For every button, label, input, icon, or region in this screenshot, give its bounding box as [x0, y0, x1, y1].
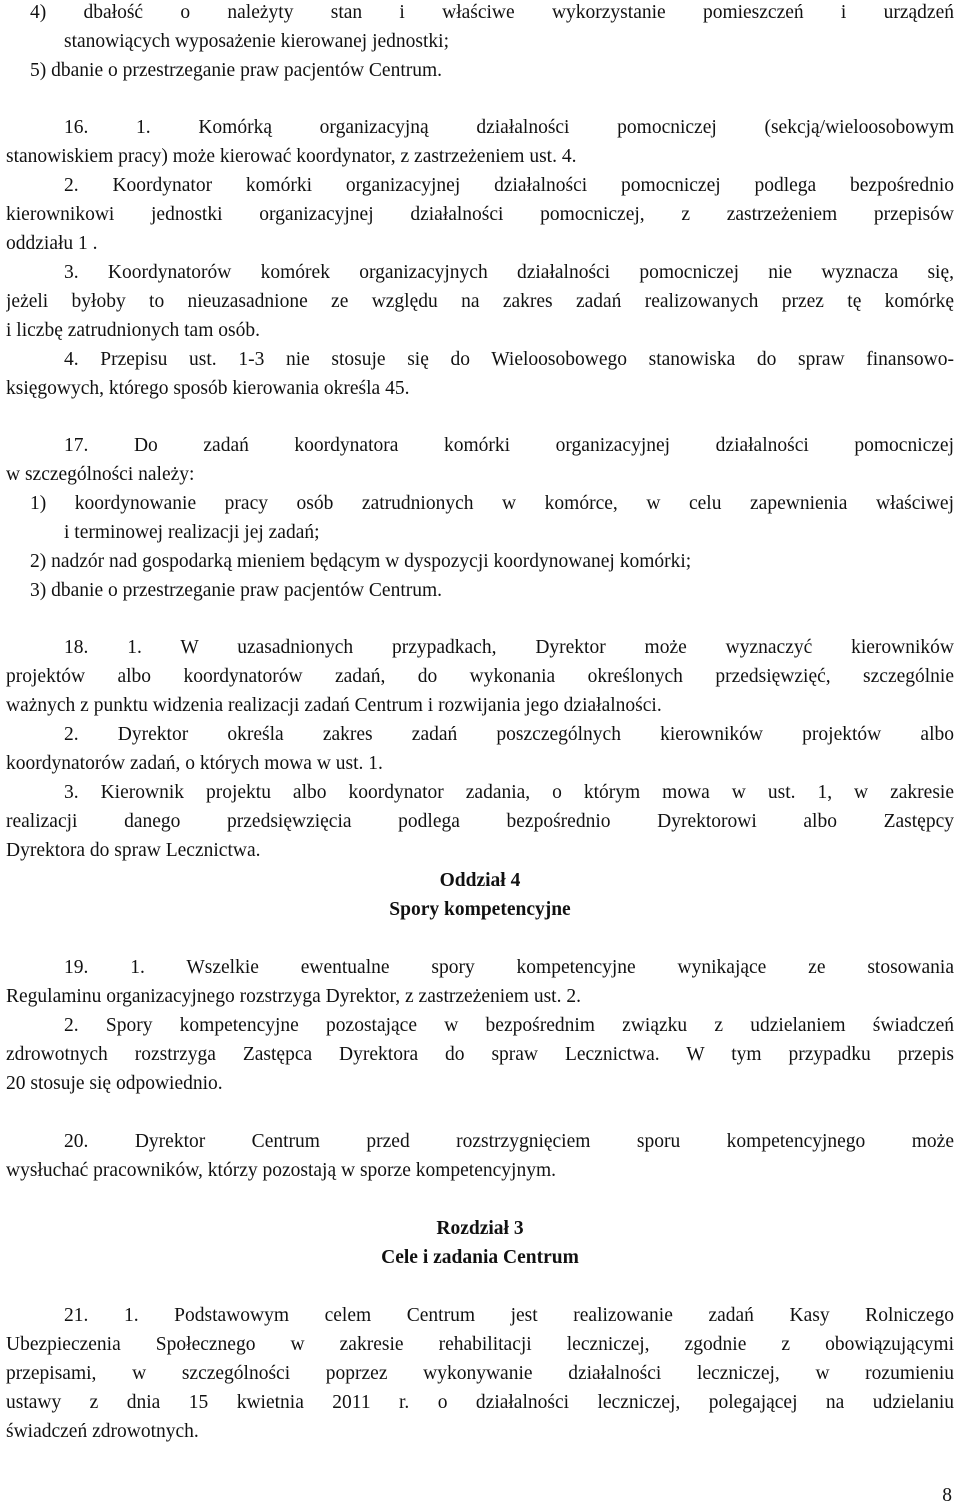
text-line: ustawy z dnia 15 kwietnia 2011 r. o działalności leczniczej, polegającej na udzielaniu — [6, 1392, 954, 1413]
text-line: 18. 1. W uzasadnionych przypadkach, Dyrektor może wyznaczyć kierowników — [64, 637, 954, 658]
text-line: 4) dbałość o należyty stan i właściwe wykorzystanie pomieszczeń i urządzeń — [30, 2, 954, 23]
text-line: 3. Koordynatorów komórek organizacyjnych działalności pomocniczej nie wyznacza się, — [64, 262, 954, 283]
text-line: 3) dbanie o przestrzeganie praw pacjentów Centrum. — [30, 580, 443, 601]
text-line: stanowiących wyposażenie kierowanej jednostki; — [64, 31, 450, 52]
text-line: Ubezpieczenia Społecznego w zakresie rehabilitacji leczniczej, zgodnie z obowiązującymi — [6, 1334, 954, 1355]
page-number: 8 — [942, 1485, 952, 1506]
text-line: świadczeń zdrowotnych. — [6, 1421, 199, 1442]
text-line: 17. Do zadań koordynatora komórki organizacyjnej działalności pomocniczej — [64, 435, 954, 456]
text-line: zdrowotnych rozstrzyga Zastępca Dyrektora do spraw Lecznictwa. W tym przypadku przepis — [6, 1044, 954, 1065]
text-line: ważnych z punktu widzenia realizacji zadań Centrum i rozwijania jego działalności. — [6, 695, 662, 716]
text-line: Dyrektora do spraw Lecznictwa. — [6, 840, 261, 861]
text-line: 2. Spory kompetencyjne pozostające w bezpośrednim związku z udzielaniem świadczeń — [64, 1015, 954, 1036]
text-line: 20 stosuje się odpowiednio. — [6, 1073, 223, 1094]
section-title: Spory kompetencyjne — [389, 899, 571, 920]
text-line: 2) nadzór nad gospodarką mieniem będącym w dyspozycji koordynowanej komórki; — [30, 551, 692, 572]
text-line: w szczególności należy: — [6, 464, 195, 485]
section-heading: Oddział 4 — [439, 870, 521, 891]
text-line: oddziału 1 . — [6, 233, 98, 254]
text-line: 19. 1. Wszelkie ewentualne spory kompetencyjne wynikające ze stosowania — [64, 957, 954, 978]
text-line: i liczbę zatrudnionych tam osób. — [6, 320, 260, 341]
text-line: 1) koordynowanie pracy osób zatrudnionych w komórce, w celu zapewnienia właściwej — [30, 493, 954, 514]
text-line: stanowiskiem pracy) może kierować koordynator, z zastrzeżeniem ust. 4. — [6, 146, 577, 167]
text-line: projektów albo koordynatorów zadań, do wykonania określonych przedsięwzięć, szczególnie — [6, 666, 954, 687]
text-line: i terminowej realizacji jej zadań; — [64, 522, 320, 543]
chapter-heading: Rozdział 3 — [436, 1218, 524, 1239]
text-line: przepisami, w szczególności poprzez wykonywanie działalności leczniczej, w rozumieniu — [6, 1363, 954, 1384]
text-line: 2. Dyrektor określa zakres zadań poszczególnych kierowników projektów albo — [64, 724, 954, 745]
text-line: 21. 1. Podstawowym celem Centrum jest realizowanie zadań Kasy Rolniczego — [64, 1305, 954, 1326]
text-line: 20. Dyrektor Centrum przed rozstrzygnięciem sporu kompetencyjnego może — [64, 1131, 954, 1152]
text-line: kierownikowi jednostki organizacyjnej działalności pomocniczej, z zastrzeżeniem przepisów — [6, 204, 954, 225]
text-line: 16. 1. Komórką organizacyjną działalności pomocniczej (sekcją/wieloosobowym — [64, 117, 954, 138]
text-line: Regulaminu organizacyjnego rozstrzyga Dyrektor, z zastrzeżeniem ust. 2. — [6, 986, 581, 1007]
text-line: 2. Koordynator komórki organizacyjnej działalności pomocniczej podlega bezpośrednio — [64, 175, 954, 196]
text-line: 4. Przepisu ust. 1-3 nie stosuje się do Wieloosobowego stanowiska do spraw finansowo- — [64, 349, 954, 370]
text-line: realizacji danego przedsięwzięcia podlega bezpośrednio Dyrektorowi albo Zastępcy — [6, 811, 954, 832]
text-line: koordynatorów zadań, o których mowa w ust. 1. — [6, 753, 383, 774]
text-line: wysłuchać pracowników, którzy pozostają w sporze kompetencyjnym. — [6, 1160, 556, 1181]
chapter-title: Cele i zadania Centrum — [381, 1247, 579, 1268]
text-line: 5) dbanie o przestrzeganie praw pacjentów Centrum. — [30, 60, 443, 81]
text-line: jeżeli byłoby to nieuzasadnione ze względu na zakres zadań realizowanych przez tę komórkę — [6, 291, 954, 312]
text-line: księgowych, którego sposób kierowania określa 45. — [6, 378, 410, 399]
text-line: 3. Kierownik projektu albo koordynator zadania, o którym mowa w ust. 1, w zakresie — [64, 782, 954, 803]
